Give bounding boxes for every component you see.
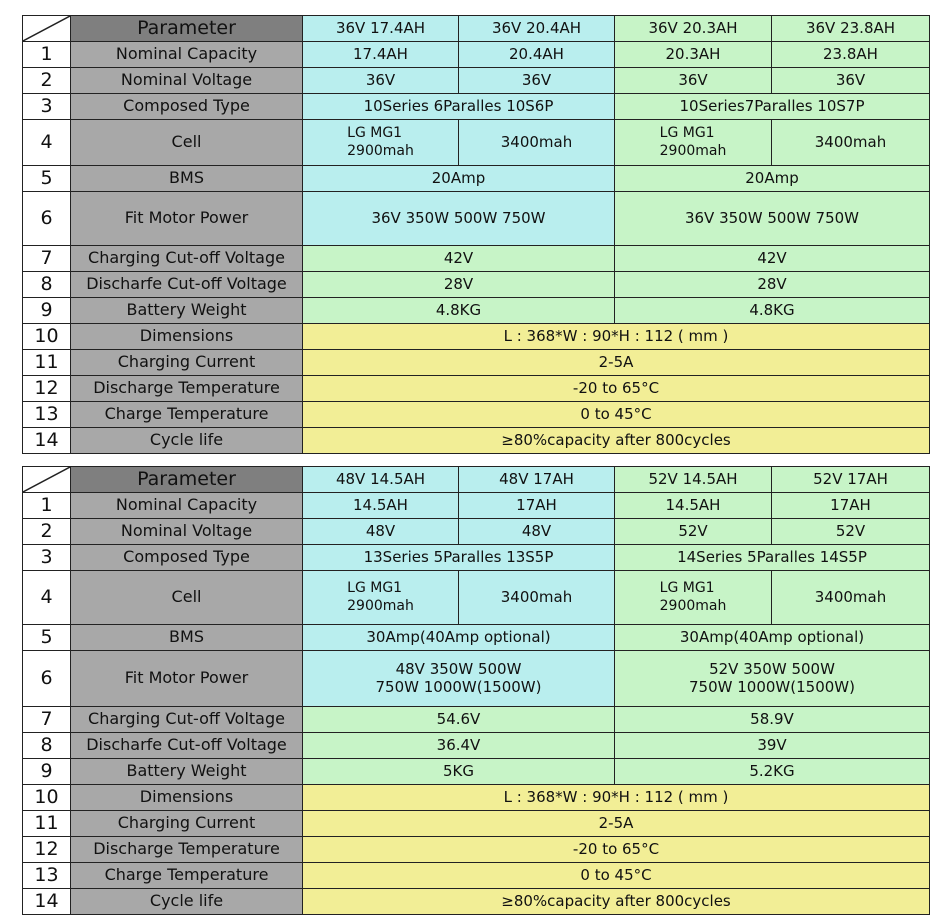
corner-diagonal <box>23 16 71 42</box>
table-row <box>23 651 930 707</box>
row-number: 3 <box>23 545 71 571</box>
cell-type-line: LG MG1 <box>659 580 715 596</box>
row-label: Battery Weight <box>71 298 303 324</box>
cell-value: 30Amp(40Amp optional) <box>615 625 930 651</box>
row-label: Nominal Voltage <box>71 519 303 545</box>
cell-value: 52V <box>615 519 772 545</box>
cell-value: -20 to 65°C <box>303 376 930 402</box>
cell-value: 48V <box>459 519 615 545</box>
cell-value: 10Series7Paralles 10S7P <box>615 94 930 120</box>
cell-value: 3400mah <box>459 120 615 166</box>
table-row <box>23 707 930 733</box>
table-row <box>23 428 930 454</box>
row-number: 11 <box>23 350 71 376</box>
row-number: 3 <box>23 94 71 120</box>
row-number: 9 <box>23 298 71 324</box>
row-label: Cell <box>71 571 303 625</box>
cell-value: 0 to 45°C <box>303 863 930 889</box>
table-row <box>23 811 930 837</box>
cell-value: 52V 350W 500W 750W 1000W(1500W) <box>615 651 930 707</box>
row-label: Nominal Capacity <box>71 42 303 68</box>
row-label: Discharfe Cut-off Voltage <box>71 272 303 298</box>
row-number: 13 <box>23 863 71 889</box>
cell-value: 36V 350W 500W 750W <box>615 192 930 246</box>
model-header: 36V 20.4AH <box>459 16 615 42</box>
spec-table-48v-52v <box>22 466 930 915</box>
table-row <box>23 324 930 350</box>
cell-value: ≥80%capacity after 800cycles <box>303 428 930 454</box>
cell-value: 28V <box>303 272 615 298</box>
cell-value: 17AH <box>772 493 930 519</box>
cell-value: ≥80%capacity after 800cycles <box>303 889 930 915</box>
row-number: 7 <box>23 707 71 733</box>
cell-value <box>303 571 459 625</box>
row-label: Cycle life <box>71 428 303 454</box>
table-row <box>23 545 930 571</box>
row-label: Charge Temperature <box>71 402 303 428</box>
model-header: 36V 23.8AH <box>772 16 930 42</box>
cell-value: 36V <box>459 68 615 94</box>
row-label: Discharge Temperature <box>71 376 303 402</box>
row-number: 2 <box>23 68 71 94</box>
model-header: 36V 20.3AH <box>615 16 772 42</box>
table-header-row <box>23 16 930 42</box>
row-number: 14 <box>23 889 71 915</box>
parameter-header: Parameter <box>71 467 303 493</box>
table-row <box>23 759 930 785</box>
row-label: Discharfe Cut-off Voltage <box>71 733 303 759</box>
cell-value: 2-5A <box>303 811 930 837</box>
cell-type-line: LG MG1 <box>347 580 403 596</box>
cell-value: 30Amp(40Amp optional) <box>303 625 615 651</box>
cell-capacity-line: 2900mah <box>659 142 727 159</box>
cell-value: 52V <box>772 519 930 545</box>
table-row <box>23 42 930 68</box>
row-label: Composed Type <box>71 94 303 120</box>
cell-value: 14.5AH <box>303 493 459 519</box>
row-label: Charging Current <box>71 350 303 376</box>
cell-value <box>303 120 459 166</box>
cell-value <box>615 571 772 625</box>
cell-value: 0 to 45°C <box>303 402 930 428</box>
cell-value: 17AH <box>459 493 615 519</box>
row-label: Fit Motor Power <box>71 192 303 246</box>
row-number: 7 <box>23 246 71 272</box>
cell-value: 42V <box>303 246 615 272</box>
cell-value: 23.8AH <box>772 42 930 68</box>
model-header: 52V 14.5AH <box>615 467 772 493</box>
cell-value: 48V <box>303 519 459 545</box>
table-row <box>23 376 930 402</box>
cell-value: 20.3AH <box>615 42 772 68</box>
cell-value: 36V <box>615 68 772 94</box>
cell-value: 39V <box>615 733 930 759</box>
row-label: Nominal Capacity <box>71 493 303 519</box>
row-label: Nominal Voltage <box>71 68 303 94</box>
row-number: 12 <box>23 376 71 402</box>
cell-value: 20Amp <box>615 166 930 192</box>
table-row <box>23 571 930 625</box>
cell-value: 4.8KG <box>303 298 615 324</box>
row-label: Fit Motor Power <box>71 651 303 707</box>
row-label: Charge Temperature <box>71 863 303 889</box>
row-number: 2 <box>23 519 71 545</box>
cell-value: 4.8KG <box>615 298 930 324</box>
cell-value: 58.9V <box>615 707 930 733</box>
corner-diagonal <box>23 467 71 493</box>
cell-value: 48V 350W 500W 750W 1000W(1500W) <box>303 651 615 707</box>
table-row <box>23 625 930 651</box>
cell-capacity-line: 2900mah <box>659 597 727 614</box>
parameter-header: Parameter <box>71 16 303 42</box>
row-label: Discharge Temperature <box>71 837 303 863</box>
table-row <box>23 68 930 94</box>
cell-value: 36V 350W 500W 750W <box>303 192 615 246</box>
row-number: 9 <box>23 759 71 785</box>
row-number: 6 <box>23 651 71 707</box>
cell-value: 36.4V <box>303 733 615 759</box>
cell-value: 10Series 6Paralles 10S6P <box>303 94 615 120</box>
row-number: 14 <box>23 428 71 454</box>
row-number: 12 <box>23 837 71 863</box>
table-row <box>23 246 930 272</box>
table-row <box>23 402 930 428</box>
table-row <box>23 192 930 246</box>
row-number: 8 <box>23 733 71 759</box>
cell-value: 5KG <box>303 759 615 785</box>
cell-value: 5.2KG <box>615 759 930 785</box>
row-number: 10 <box>23 785 71 811</box>
cell-value: L : 368*W : 90*H : 112 ( mm ) <box>303 785 930 811</box>
cell-capacity-line: 2900mah <box>347 142 414 159</box>
table-row <box>23 272 930 298</box>
cell-type-line: LG MG1 <box>659 125 715 141</box>
row-number: 5 <box>23 625 71 651</box>
cell-type-line: LG MG1 <box>347 125 403 141</box>
row-label: Dimensions <box>71 324 303 350</box>
row-label: Charging Current <box>71 811 303 837</box>
table-row <box>23 519 930 545</box>
row-number: 13 <box>23 402 71 428</box>
row-number: 1 <box>23 493 71 519</box>
model-header: 48V 14.5AH <box>303 467 459 493</box>
row-label: Battery Weight <box>71 759 303 785</box>
table-row <box>23 120 930 166</box>
table-row <box>23 785 930 811</box>
row-number: 10 <box>23 324 71 350</box>
cell-value: 28V <box>615 272 930 298</box>
cell-value: 14Series 5Paralles 14S5P <box>615 545 930 571</box>
row-label: BMS <box>71 625 303 651</box>
cell-value: -20 to 65°C <box>303 837 930 863</box>
row-label: Cell <box>71 120 303 166</box>
row-label: Dimensions <box>71 785 303 811</box>
table-row <box>23 837 930 863</box>
cell-value: L : 368*W : 90*H : 112 ( mm ) <box>303 324 930 350</box>
table-header-row <box>23 467 930 493</box>
row-label: Composed Type <box>71 545 303 571</box>
row-label: BMS <box>71 166 303 192</box>
table-row <box>23 889 930 915</box>
model-header: 36V 17.4AH <box>303 16 459 42</box>
cell-value: 13Series 5Paralles 13S5P <box>303 545 615 571</box>
model-header: 48V 17AH <box>459 467 615 493</box>
table-row <box>23 350 930 376</box>
row-label: Cycle life <box>71 889 303 915</box>
cell-capacity-line: 2900mah <box>347 597 414 614</box>
cell-value: 20Amp <box>303 166 615 192</box>
row-number: 1 <box>23 42 71 68</box>
row-number: 6 <box>23 192 71 246</box>
cell-value: 3400mah <box>772 120 930 166</box>
cell-value: 14.5AH <box>615 493 772 519</box>
spec-table-36v <box>22 15 930 454</box>
cell-value: 20.4AH <box>459 42 615 68</box>
row-number: 4 <box>23 571 71 625</box>
cell-value <box>615 120 772 166</box>
table-row <box>23 863 930 889</box>
cell-value: 17.4AH <box>303 42 459 68</box>
row-number: 4 <box>23 120 71 166</box>
row-number: 11 <box>23 811 71 837</box>
cell-value: 36V <box>303 68 459 94</box>
cell-value: 36V <box>772 68 930 94</box>
table-row <box>23 94 930 120</box>
cell-value: 3400mah <box>459 571 615 625</box>
cell-value: 42V <box>615 246 930 272</box>
row-label: Charging Cut-off Voltage <box>71 246 303 272</box>
cell-value: 2-5A <box>303 350 930 376</box>
cell-value: 54.6V <box>303 707 615 733</box>
table-row <box>23 493 930 519</box>
row-number: 5 <box>23 166 71 192</box>
row-label: Charging Cut-off Voltage <box>71 707 303 733</box>
table-row <box>23 298 930 324</box>
row-number: 8 <box>23 272 71 298</box>
model-header: 52V 17AH <box>772 467 930 493</box>
cell-value: 3400mah <box>772 571 930 625</box>
table-row <box>23 733 930 759</box>
table-row <box>23 166 930 192</box>
